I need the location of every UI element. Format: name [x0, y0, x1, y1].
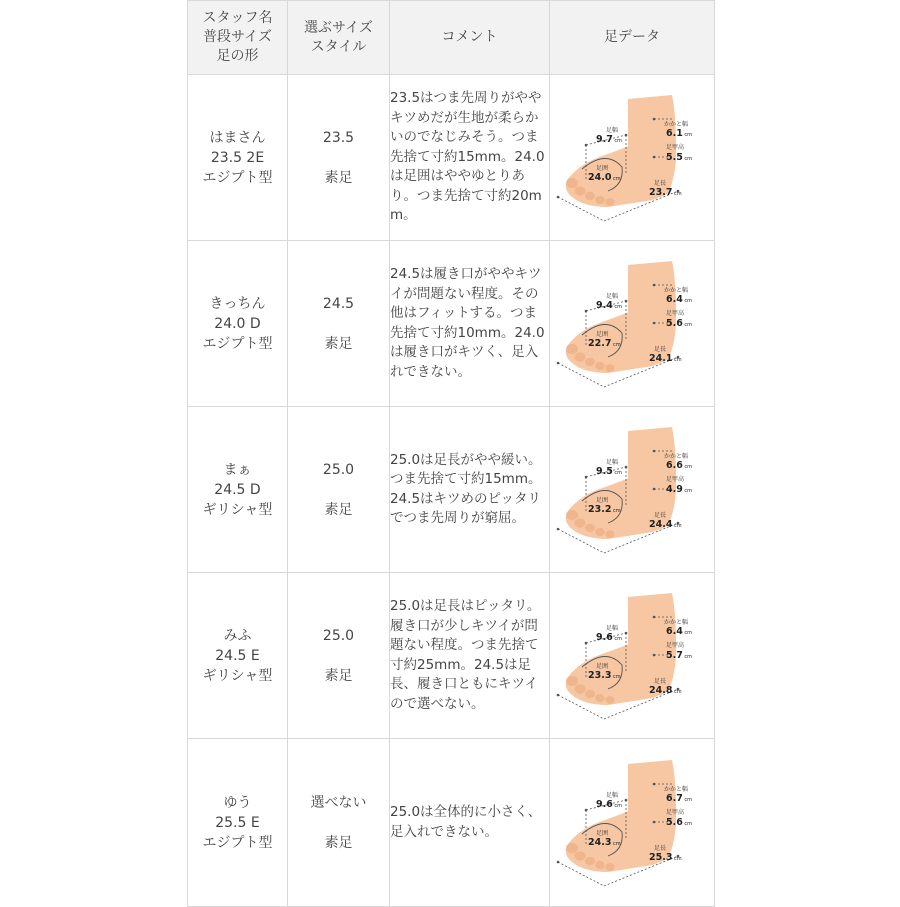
length-value: 23.7 cm — [649, 187, 682, 198]
girth-value: 23.3 cm — [588, 670, 621, 681]
girth-label: 足囲 — [596, 331, 609, 338]
usual-size: 24.5 D — [214, 481, 261, 498]
unit-label: cm — [672, 856, 682, 862]
table-row — [188, 739, 715, 907]
foot-width-label: 足幅 — [606, 625, 619, 632]
toe-shape — [595, 196, 605, 204]
toe-shape — [606, 198, 615, 206]
measure-point — [653, 654, 656, 657]
foot-data-cell — [550, 573, 715, 739]
staff-name: まぁ — [223, 461, 252, 478]
size-cell — [288, 75, 390, 241]
measure-point — [585, 809, 588, 812]
heel-width-label: かかと幅 — [664, 453, 689, 460]
toe-shape — [575, 684, 586, 693]
measure-point — [653, 488, 656, 491]
unit-label: cm — [611, 508, 621, 514]
heel-width-value: 6.4 cm — [666, 626, 693, 637]
unit-label: cm — [682, 821, 693, 827]
foot-width-value: 9.4 cm — [596, 300, 623, 311]
header-chosen-size: 選ぶサイズ — [304, 19, 373, 36]
foot-data-cell — [550, 241, 715, 407]
instep-height-value: 5.5 cm — [666, 152, 693, 163]
measure-point — [653, 450, 656, 453]
length-label: 足長 — [654, 346, 667, 353]
unit-label: cm — [682, 132, 693, 138]
staff-cell — [188, 75, 288, 241]
length-value: 25.3 cm — [649, 852, 682, 863]
header-staff — [188, 1, 288, 75]
unit-label: cm — [682, 488, 693, 494]
instep-height-label: 足甲高 — [666, 144, 685, 151]
length-value: 24.8 cm — [649, 685, 682, 696]
girth-label: 足囲 — [596, 165, 609, 172]
toe-shape — [585, 192, 595, 201]
unit-label: cm — [611, 176, 621, 182]
toe-shape — [595, 528, 605, 536]
foot-width-value: 9.7 cm — [596, 134, 623, 145]
unit-label: cm — [611, 342, 621, 348]
size-cell — [288, 407, 390, 573]
foot-diagram — [550, 407, 714, 572]
header-usual-size: 普段サイズ — [203, 29, 272, 45]
chosen-size: 25.0 — [322, 627, 355, 644]
table-row — [188, 407, 715, 573]
toe-shape — [575, 851, 586, 860]
measure-point — [557, 196, 560, 199]
measure-point — [625, 134, 628, 137]
toe-shape — [566, 344, 578, 354]
foot-width-value: 9.6 cm — [596, 632, 623, 643]
instep-height-value: 5.7 cm — [666, 650, 693, 661]
foot-diagram — [550, 75, 714, 240]
unit-label: cm — [612, 138, 623, 144]
foot-width-value: 9.5 cm — [596, 466, 623, 477]
length-value: 24.1 cm — [649, 353, 682, 364]
instep-height-value: 5.6 cm — [666, 817, 693, 828]
toe-shape — [595, 362, 605, 370]
toe-shape — [606, 696, 615, 704]
unit-label: cm — [682, 630, 693, 636]
header-comment: コメント — [390, 1, 550, 75]
unit-label: cm — [612, 470, 623, 476]
foot-shape: ギリシャ型 — [202, 667, 273, 684]
measure-point — [653, 821, 656, 824]
toe-shape — [606, 364, 615, 372]
header-size — [288, 1, 390, 75]
usual-size: 24.5 E — [215, 647, 260, 664]
usual-size: 25.5 E — [215, 814, 260, 831]
toe-shape — [606, 863, 615, 871]
unit-label: cm — [682, 464, 693, 470]
foot-width-value: 9.6 cm — [596, 799, 623, 810]
girth-value: 23.2 cm — [588, 504, 621, 515]
foot-data-cell — [550, 739, 715, 907]
heel-width-value: 6.7 cm — [666, 793, 693, 804]
size-cell — [288, 739, 390, 907]
staff-name: きっちん — [209, 295, 266, 312]
style: 素足 — [324, 335, 353, 352]
size-cell — [288, 241, 390, 407]
girth-value: 22.7 cm — [588, 338, 621, 349]
foot-shape: エジプト型 — [202, 169, 273, 186]
instep-height-label: 足甲高 — [666, 809, 685, 816]
girth-value: 24.0 cm — [588, 172, 621, 183]
instep-height-value: 4.9 cm — [666, 484, 693, 495]
staff-name: はまさん — [209, 129, 266, 146]
header-foot-shape: 足の形 — [216, 48, 259, 64]
toe-shape — [585, 857, 595, 866]
measure-point — [585, 144, 588, 147]
length-label: 足長 — [654, 678, 667, 685]
girth-label: 足囲 — [596, 497, 609, 504]
measure-point — [653, 616, 656, 619]
unit-label: cm — [611, 841, 621, 847]
staff-name: ゆう — [223, 794, 252, 811]
staff-cell — [188, 573, 288, 739]
unit-label: cm — [682, 298, 693, 304]
length-label: 足長 — [654, 845, 667, 852]
style: 素足 — [324, 667, 353, 684]
style: 素足 — [324, 169, 353, 186]
staff-cell — [188, 739, 288, 907]
header-staff-name: スタッフ名 — [202, 10, 273, 26]
foot-diagram — [550, 241, 714, 406]
chosen-size: 23.5 — [322, 129, 355, 146]
table-row — [188, 75, 715, 241]
measure-point — [625, 466, 628, 469]
toe-shape — [585, 690, 595, 699]
heel-width-label: かかと幅 — [664, 619, 689, 626]
measure-point — [585, 476, 588, 479]
measure-point — [585, 642, 588, 645]
measure-point — [625, 632, 628, 635]
toe-shape — [566, 843, 578, 853]
usual-size: 24.0 D — [214, 315, 261, 332]
instep-height-value: 5.6 cm — [666, 318, 693, 329]
unit-label: cm — [682, 797, 693, 803]
girth-label: 足囲 — [596, 830, 609, 837]
heel-width-value: 6.1 cm — [666, 128, 693, 139]
comment-cell: 23.5はつま先周りがややキツめだが生地が柔らかいのでなじみそう。つま先捨て寸約15mm。24.0は足囲はややゆとりあり。つま先捨て寸約20mm。 — [390, 75, 550, 241]
measure-point — [625, 799, 628, 802]
chosen-size: 24.5 — [322, 295, 355, 312]
measure-point — [625, 300, 628, 303]
measure-point — [653, 156, 656, 159]
measure-point — [653, 322, 656, 325]
instep-height-label: 足甲高 — [666, 642, 685, 649]
table-row — [188, 573, 715, 739]
heel-width-label: かかと幅 — [664, 786, 689, 793]
toe-shape — [585, 524, 595, 533]
staff-fitting-table — [187, 0, 715, 907]
toe-shape — [575, 352, 586, 361]
table-header-row — [188, 1, 715, 75]
heel-width-label: かかと幅 — [664, 121, 689, 128]
staff-name: みふ — [223, 627, 252, 644]
usual-size: 23.5 2E — [210, 149, 265, 166]
unit-label: cm — [682, 156, 693, 162]
girth-label: 足囲 — [596, 663, 609, 670]
foot-shape: エジプト型 — [202, 335, 273, 352]
comment-cell: 25.0は足長がやや緩い。つま先捨て寸約15mm。24.5はキツめのピッタリでつま先周りが窮屈。 — [390, 407, 550, 573]
length-label: 足長 — [654, 180, 667, 187]
measure-point — [557, 528, 560, 531]
style: 素足 — [324, 501, 353, 518]
unit-label: cm — [672, 523, 682, 529]
heel-width-label: かかと幅 — [664, 287, 689, 294]
toe-shape — [566, 676, 578, 686]
instep-height-label: 足甲高 — [666, 476, 685, 483]
measure-point — [557, 861, 560, 864]
foot-diagram — [550, 740, 714, 905]
toe-shape — [595, 861, 605, 869]
toe-shape — [575, 518, 586, 527]
staff-cell — [188, 407, 288, 573]
toe-shape — [575, 186, 586, 195]
style: 素足 — [324, 834, 353, 851]
heel-width-value: 6.4 cm — [666, 294, 693, 305]
measure-point — [557, 362, 560, 365]
measure-point — [557, 694, 560, 697]
foot-diagram — [550, 573, 714, 738]
foot-width-label: 足幅 — [606, 127, 619, 134]
header-foot-data: 足データ — [550, 1, 715, 75]
girth-value: 24.3 cm — [588, 837, 621, 848]
size-cell — [288, 573, 390, 739]
unit-label: cm — [611, 674, 621, 680]
length-value: 24.4 cm — [649, 519, 682, 530]
comment-cell: 25.0は全体的に小さく、足入れできない。 — [390, 739, 550, 907]
unit-label: cm — [672, 689, 682, 695]
unit-label: cm — [612, 636, 623, 642]
chosen-size: 選べない — [310, 794, 367, 811]
chosen-size: 25.0 — [322, 461, 355, 478]
instep-height-label: 足甲高 — [666, 310, 685, 317]
measure-point — [653, 783, 656, 786]
measure-point — [585, 310, 588, 313]
foot-shape: ギリシャ型 — [202, 501, 273, 518]
foot-data-cell — [550, 407, 715, 573]
staff-cell — [188, 241, 288, 407]
foot-width-label: 足幅 — [606, 459, 619, 466]
unit-label: cm — [612, 803, 623, 809]
foot-shape: エジプト型 — [202, 834, 273, 851]
header-style: スタイル — [310, 38, 367, 55]
foot-width-label: 足幅 — [606, 293, 619, 300]
unit-label: cm — [672, 357, 682, 363]
unit-label: cm — [682, 322, 693, 328]
measure-point — [653, 118, 656, 121]
toe-shape — [585, 358, 595, 367]
toe-shape — [606, 530, 615, 538]
foot-width-label: 足幅 — [606, 792, 619, 799]
table-row — [188, 241, 715, 407]
toe-shape — [566, 178, 578, 188]
unit-label: cm — [612, 304, 623, 310]
foot-data-cell — [550, 75, 715, 241]
unit-label: cm — [682, 654, 693, 660]
comment-cell: 24.5は履き口がややキツイが問題ない程度。その他はフィットする。つま先捨て寸約10mm。24.0は履き口がキツく、足入れできない。 — [390, 241, 550, 407]
toe-shape — [566, 510, 578, 520]
unit-label: cm — [672, 191, 682, 197]
toe-shape — [595, 694, 605, 702]
comment-cell: 25.0は足長はピッタリ。履き口が少しキツイが問題ない程度。つま先捨て寸約25mm。24.5は足長、履き口ともにキツイので選べない。 — [390, 573, 550, 739]
measure-point — [653, 284, 656, 287]
heel-width-value: 6.6 cm — [666, 460, 693, 471]
length-label: 足長 — [654, 512, 667, 519]
